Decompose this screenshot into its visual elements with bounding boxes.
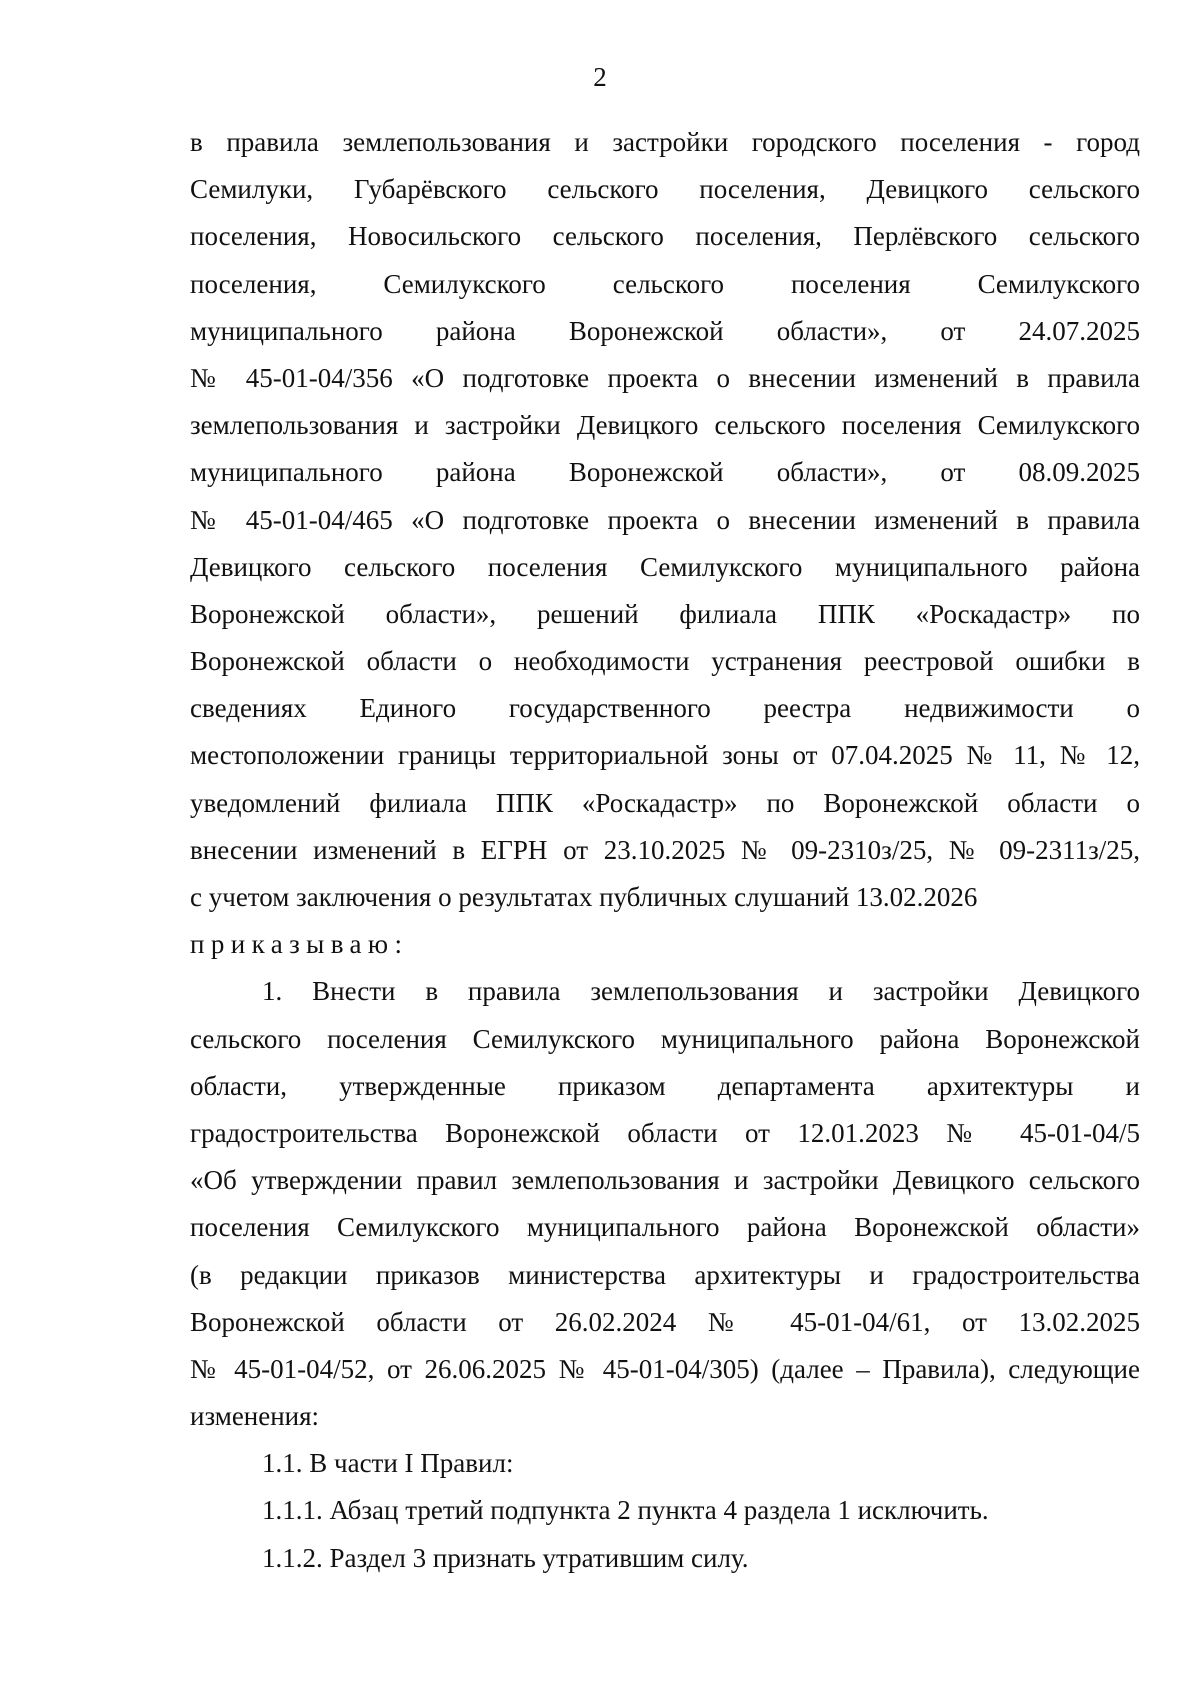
page-number: 2 — [593, 62, 607, 92]
text-line: с учетом заключения о результатах публичных слушаний 13.02.2026 — [190, 882, 978, 912]
text-line: муниципального района Воронежской области», от 24.07.2025 — [190, 315, 1140, 346]
text-line: «Об утверждении правил землепользования и застройки Девицкого сельского — [190, 1165, 1140, 1196]
text-line: Семилуки, Губарёвского сельского поселения, Девицкого сельского — [190, 174, 1140, 205]
text-line: изменения: — [190, 1401, 320, 1432]
text-line: № 45-01-04/356 «О подготовке проекта о внесении изменений в правила — [190, 362, 1140, 393]
text-line: поселения Семилукского муниципального района Воронежской области» — [190, 1212, 1140, 1243]
list-item: 1.1.2. Раздел 3 признать утратившим силу. — [262, 1542, 749, 1573]
text-line: градостроительства Воронежской области от 12.01.2023 № 45-01-04/5 — [190, 1117, 1140, 1148]
text-line: № 45-01-04/52, от 26.06.2025 № 45-01-04/305) (далее – Правила), следующие — [190, 1353, 1140, 1384]
text-line: поселения, Семилукского сельского поселения Семилукского — [190, 268, 1140, 299]
text-line: местоположении границы территориальной зоны от 07.04.2025 № 11, № 12, — [190, 740, 1140, 771]
text-line: в правила землепользования и застройки городского поселения - город — [190, 127, 1140, 157]
text-line: Воронежской области о необходимости устранения реестровой ошибки в — [190, 646, 1140, 677]
document-body — [190, 119, 1140, 1582]
list-item: 1.1.1. Абзац третий подпункта 2 пункта 4 раздела 1 исключить. — [262, 1495, 989, 1526]
text-line: сельского поселения Семилукского муниципального района Воронежской — [190, 1023, 1140, 1054]
text-line: Воронежской области», решений филиала ППК «Роскадастр» по — [190, 598, 1140, 629]
text-line: Девицкого сельского поселения Семилукского муниципального района — [190, 551, 1140, 582]
text-line: поселения, Новосильского сельского поселения, Перлёвского сельского — [190, 221, 1140, 252]
text-line: Воронежской области от 26.02.2024 № 45-01-04/61, от 13.02.2025 — [190, 1306, 1140, 1337]
text-line: муниципального района Воронежской области», от 08.09.2025 — [190, 457, 1140, 488]
text-line: уведомлений филиала ППК «Роскадастр» по Воронежской области о — [190, 787, 1140, 818]
order-word: приказываю: — [190, 929, 409, 960]
text-line: сведениях Единого государственного реестра недвижимости о — [190, 693, 1140, 724]
paragraph-start: 1. Внести в правила землепользования и застройки Девицкого — [262, 976, 1140, 1007]
text-line: области, утвержденные приказом департамента архитектуры и — [190, 1070, 1140, 1101]
list-item: 1.1. В части I Правил: — [262, 1448, 514, 1479]
text-line: землепользования и застройки Девицкого сельского поселения Семилукского — [190, 410, 1140, 441]
text-line: № 45-01-04/465 «О подготовке проекта о внесении изменений в правила — [190, 504, 1140, 535]
text-line: (в редакции приказов министерства архитектуры и градостроительства — [190, 1259, 1140, 1290]
text-line: внесении изменений в ЕГРН от 23.10.2025 № 09-2310з/25, № 09-2311з/25, — [190, 834, 1140, 865]
